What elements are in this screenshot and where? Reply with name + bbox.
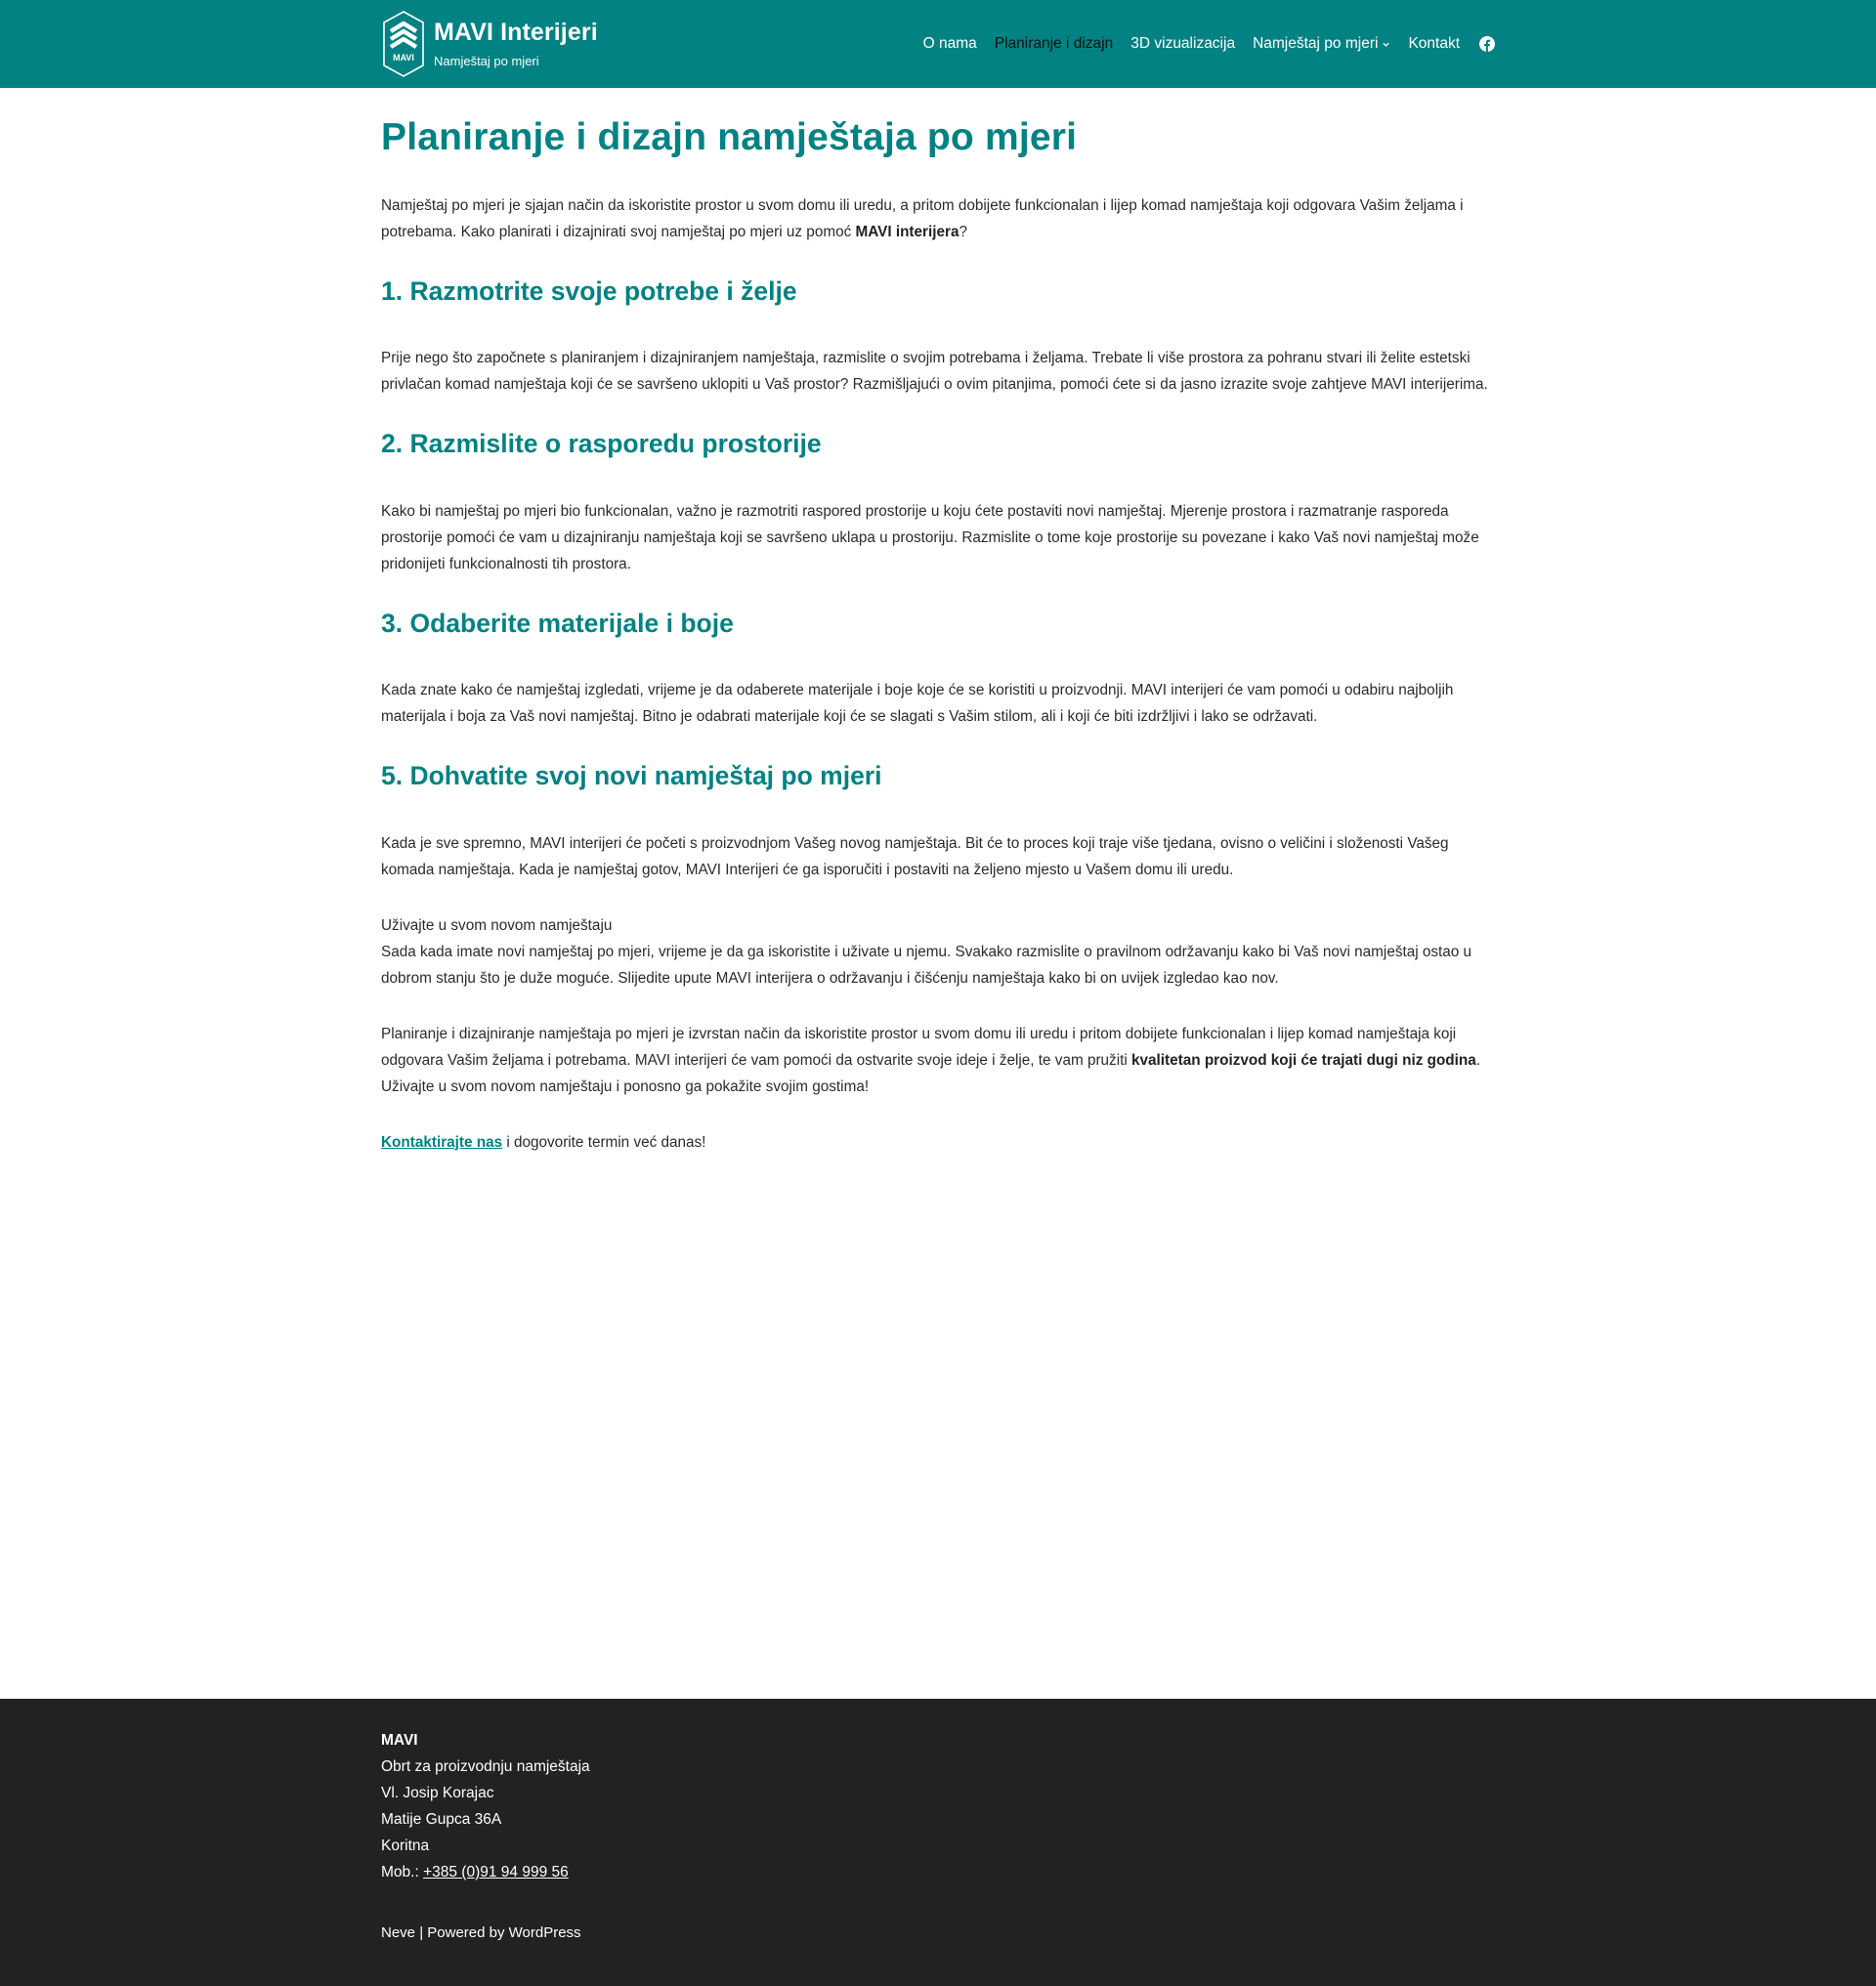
enjoy-title: Uživajte u svom novom namještaju xyxy=(381,916,613,934)
nav-item-kontakt[interactable]: Kontakt xyxy=(1408,35,1460,52)
footer-line: Obrt za proizvodnju namještaja xyxy=(381,1758,590,1775)
wordpress-link[interactable]: Powered by WordPress xyxy=(427,1924,581,1941)
mavi-logo-icon[interactable] xyxy=(381,10,426,78)
enjoy-text: Sada kada imate novi namještaj po mjeri, vrijeme je da ga iskoristite i uživate u njemu. Svakako razmislite o pravilnom održavanju kako bi Vaš novi namještaj ostao u dobrom stanju što je duže moguće. Slijedite upute MAVI interijera o održavanju i čišćenju namještaja kako bi on uvijek izgledao kao nov. xyxy=(381,943,1472,987)
contact-link[interactable]: Kontaktirajte nas xyxy=(381,1133,503,1151)
section-heading-3: 3. Odaberite materijale i boje xyxy=(381,608,734,638)
cta-paragraph: Kontaktirajte nas i dogovorite termin već danas! xyxy=(381,1133,706,1151)
section-text-1: Prije nego što započnete s planiranjem i dizajniranjem namještaja, razmislite o svojim potrebama i željama. Trebate li više prostora za pohranu stvari ili želite estetski privlačan komad namještaja koji će se savršeno uklopiti u Vaš prostor? Razmišljajući o ovim pitanjima, pomoći ćete si da jasno izrazite svoje zahtjeve MAVI interijerima. xyxy=(381,350,1488,394)
section-text-5: Kada je sve spremno, MAVI interijeri će početi s proizvodnjom Vašeg novog namještaja. Bit će to proces koji traje više tjedana, ovisno o veličini i složenosti Vašeg komada namještaja. Kada je namještaj gotov, MAVI Interijeri će ga isporučiti i postaviti na željeno mjesto u Vašem domu ili uredu. xyxy=(381,834,1449,878)
logo-text: MAVI xyxy=(393,53,414,63)
footer-phone-link[interactable]: +385 (0)91 94 999 56 xyxy=(423,1864,569,1880)
footer-line: Vl. Josip Korajac xyxy=(381,1785,494,1801)
main-content xyxy=(0,88,1876,1156)
footer-line: Matije Gupca 36A xyxy=(381,1811,502,1828)
site-tagline: Namještaj po mjeri xyxy=(434,54,539,69)
site-header xyxy=(0,0,1876,88)
section-text-3: Kada znate kako će namještaj izgledati, vrijeme je da odaberete materijale i boje koje će se koristiti u proizvodnji. MAVI interijeri će vam pomoći u odabiru najboljih materijala i boja za Vaš novi namještaj. Bitno je odabrati materijale koji će se slagati s Vašim stilom, ali i koji će biti izdržljivi i lako se održavati. xyxy=(381,682,1454,726)
facebook-icon[interactable] xyxy=(1479,36,1495,52)
main-nav xyxy=(923,35,1495,53)
theme-link[interactable]: Neve xyxy=(381,1924,416,1941)
footer-credits: Neve | Powered by WordPress xyxy=(381,1924,581,1941)
brand-text xyxy=(434,20,598,69)
section-heading-2: 2. Razmislite o rasporedu prostorije xyxy=(381,429,822,459)
page-title: Planiranje i dizajn namještaja po mjeri xyxy=(381,116,1078,158)
site-title[interactable]: MAVI Interijeri xyxy=(434,18,598,46)
nav-item-planiranje-i-dizajn[interactable]: Planiranje i dizajn xyxy=(994,35,1114,52)
footer-company-name: MAVI xyxy=(381,1732,418,1749)
footer-phone-line: Mob.: +385 (0)91 94 999 56 xyxy=(381,1864,569,1880)
site-footer xyxy=(0,1699,1876,1986)
enjoy-paragraph xyxy=(381,912,1495,992)
nav-item-3d-vizualizacija[interactable]: 3D vizualizacija xyxy=(1130,35,1236,52)
intro-paragraph: Namještaj po mjeri je sjajan način da iskoristite prostor u svom domu ili uredu, a pritom dobijete funkcionalan i lijep komad namještaja koji odgovara Vašim željama i potrebama. Kako planirati i dizajnirati svoj namještaj po mjeri uz pomoć MAVI interijera? xyxy=(381,196,1464,240)
section-text-2: Kako bi namještaj po mjeri bio funkcionalan, važno je razmotriti raspored prostorije u koju ćete postaviti novi namještaj. Mjerenje prostora i razmatranje rasporeda prostorije pomoći će vam u dizajniranju namještaja koji se savršeno uklapa u prostoriju. Razmislite o tome koje prostorije su povezane i kako Vaš novi namještaj može pridonijeti funkcionalnosti tih prostora. xyxy=(381,502,1479,572)
nav-item-o-nama[interactable]: O nama xyxy=(922,35,977,52)
section-heading-1: 1. Razmotrite svoje potrebe i želje xyxy=(381,275,797,306)
nav-item-namjestaj-po-mjeri[interactable] xyxy=(1253,35,1390,53)
chevron-down-icon[interactable] xyxy=(1382,40,1390,49)
brand[interactable] xyxy=(381,10,598,78)
section-heading-5: 5. Dohvatite svoj novi namještaj po mjeri xyxy=(381,761,882,791)
footer-line: Koritna xyxy=(381,1838,430,1854)
nav-item-label: Namještaj po mjeri xyxy=(1253,35,1379,52)
conclusion-paragraph: Planiranje i dizajniranje namještaja po mjeri je izvrstan način da iskoristite prostor u svom domu ili uredu i pritom dobijete funkcionalan i lijep komad namještaja koji odgovara Vašim željama i potrebama. MAVI interijeri će vam pomoći da ostvarite svoje ideje i želje, te vam pružiti kvalitetan proizvod koji će trajati dugi niz godina. Uživajte u svom novom namještaju i ponosno ga pokažite svojim gostima! xyxy=(381,1025,1480,1095)
